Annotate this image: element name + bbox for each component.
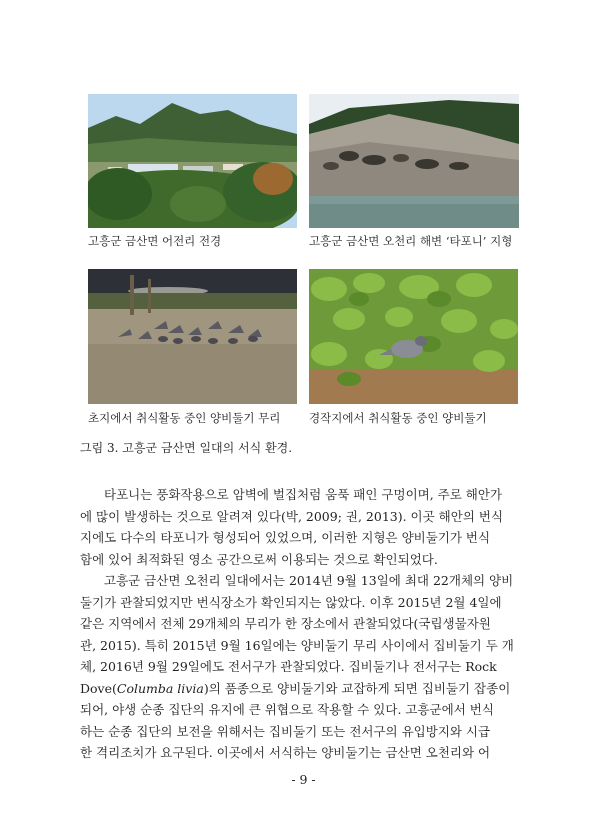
body-paragraph: [80, 484, 532, 570]
page-number: - 9 -: [291, 772, 316, 787]
paragraph-line: 둘기가 관찰되었지만 번식장소가 확인되지는 않았다. 이후 2015년 2월 4일에: [80, 594, 502, 610]
paragraph-line: 되어, 야생 순종 집단의 유지에 큰 위협으로 작용할 수 있다. 고흥군에서 번식: [80, 702, 494, 717]
paragraph-line: 체, 2016년 9월 29일에도 전서구가 관찰되었다. 집비둘기나 전서구는 Rock: [80, 659, 497, 674]
paragraph-line: Dove(Columba livia)의 품종으로 양비둘기와 교잡하게 되면 집비둘기 잡종이: [80, 680, 511, 696]
paragraph-line: 고흥군 금산면 오천리 일대에서는 2014년 9월 13일에 최대 22개체의 양비: [104, 573, 514, 588]
photo-caption: 고흥군 금산면 어전리 전경: [88, 234, 222, 248]
paragraph-line: 지에도 다수의 타포니가 형성되어 있었으며, 이러한 지형은 양비둘기가 번식: [80, 530, 491, 545]
pigeon-cropland-photo: [309, 269, 518, 404]
figure-caption: 그림 3. 고흥군 금산면 일대의 서식 환경.: [80, 441, 293, 455]
paragraph-line: 관, 2015). 특히 2015년 9월 16일에는 양비둘기 무리 사이에서 집비둘기 두 개: [80, 637, 514, 653]
body-paragraph: [80, 570, 532, 764]
photo-caption: 경작지에서 취식활동 중인 양비둘기: [309, 411, 487, 425]
photo-caption: 초지에서 취식활동 중인 양비둘기 무리: [88, 411, 281, 425]
paragraph-line: 하는 순종 집단의 보전을 위해서는 집비둘기 또는 전서구의 유입방지와 시급: [80, 723, 491, 739]
paragraph-line: 에 많이 발생하는 것으로 알려져 있다(박, 2009; 권, 2013). 이곳 해안의 번식: [80, 508, 504, 524]
village-landscape-photo: [88, 94, 297, 228]
pigeon-flock-grassland-photo: [88, 269, 297, 404]
scientific-name: Columba livia: [116, 680, 204, 696]
tafoni-coast-photo: [309, 94, 519, 228]
paragraph-line: 같은 지역에서 전체 29개체의 무리가 한 장소에서 관찰되었다(국립생물자원: [80, 616, 491, 631]
paragraph-line: 타포니는 풍화작용으로 암벽에 벌집처럼 움푹 패인 구멍이며, 주로 해안가: [104, 487, 503, 502]
photo-caption: 고흥군 금산면 오천리 해변 ‘타포니’ 지형: [309, 234, 513, 248]
paragraph-line: 한 격리조치가 요구된다. 이곳에서 서식하는 양비둘기는 금산면 오천리와 어: [80, 745, 491, 760]
paragraph-line: 함에 있어 최적화된 영소 공간으로써 이용되는 것으로 확인되었다.: [80, 551, 438, 567]
